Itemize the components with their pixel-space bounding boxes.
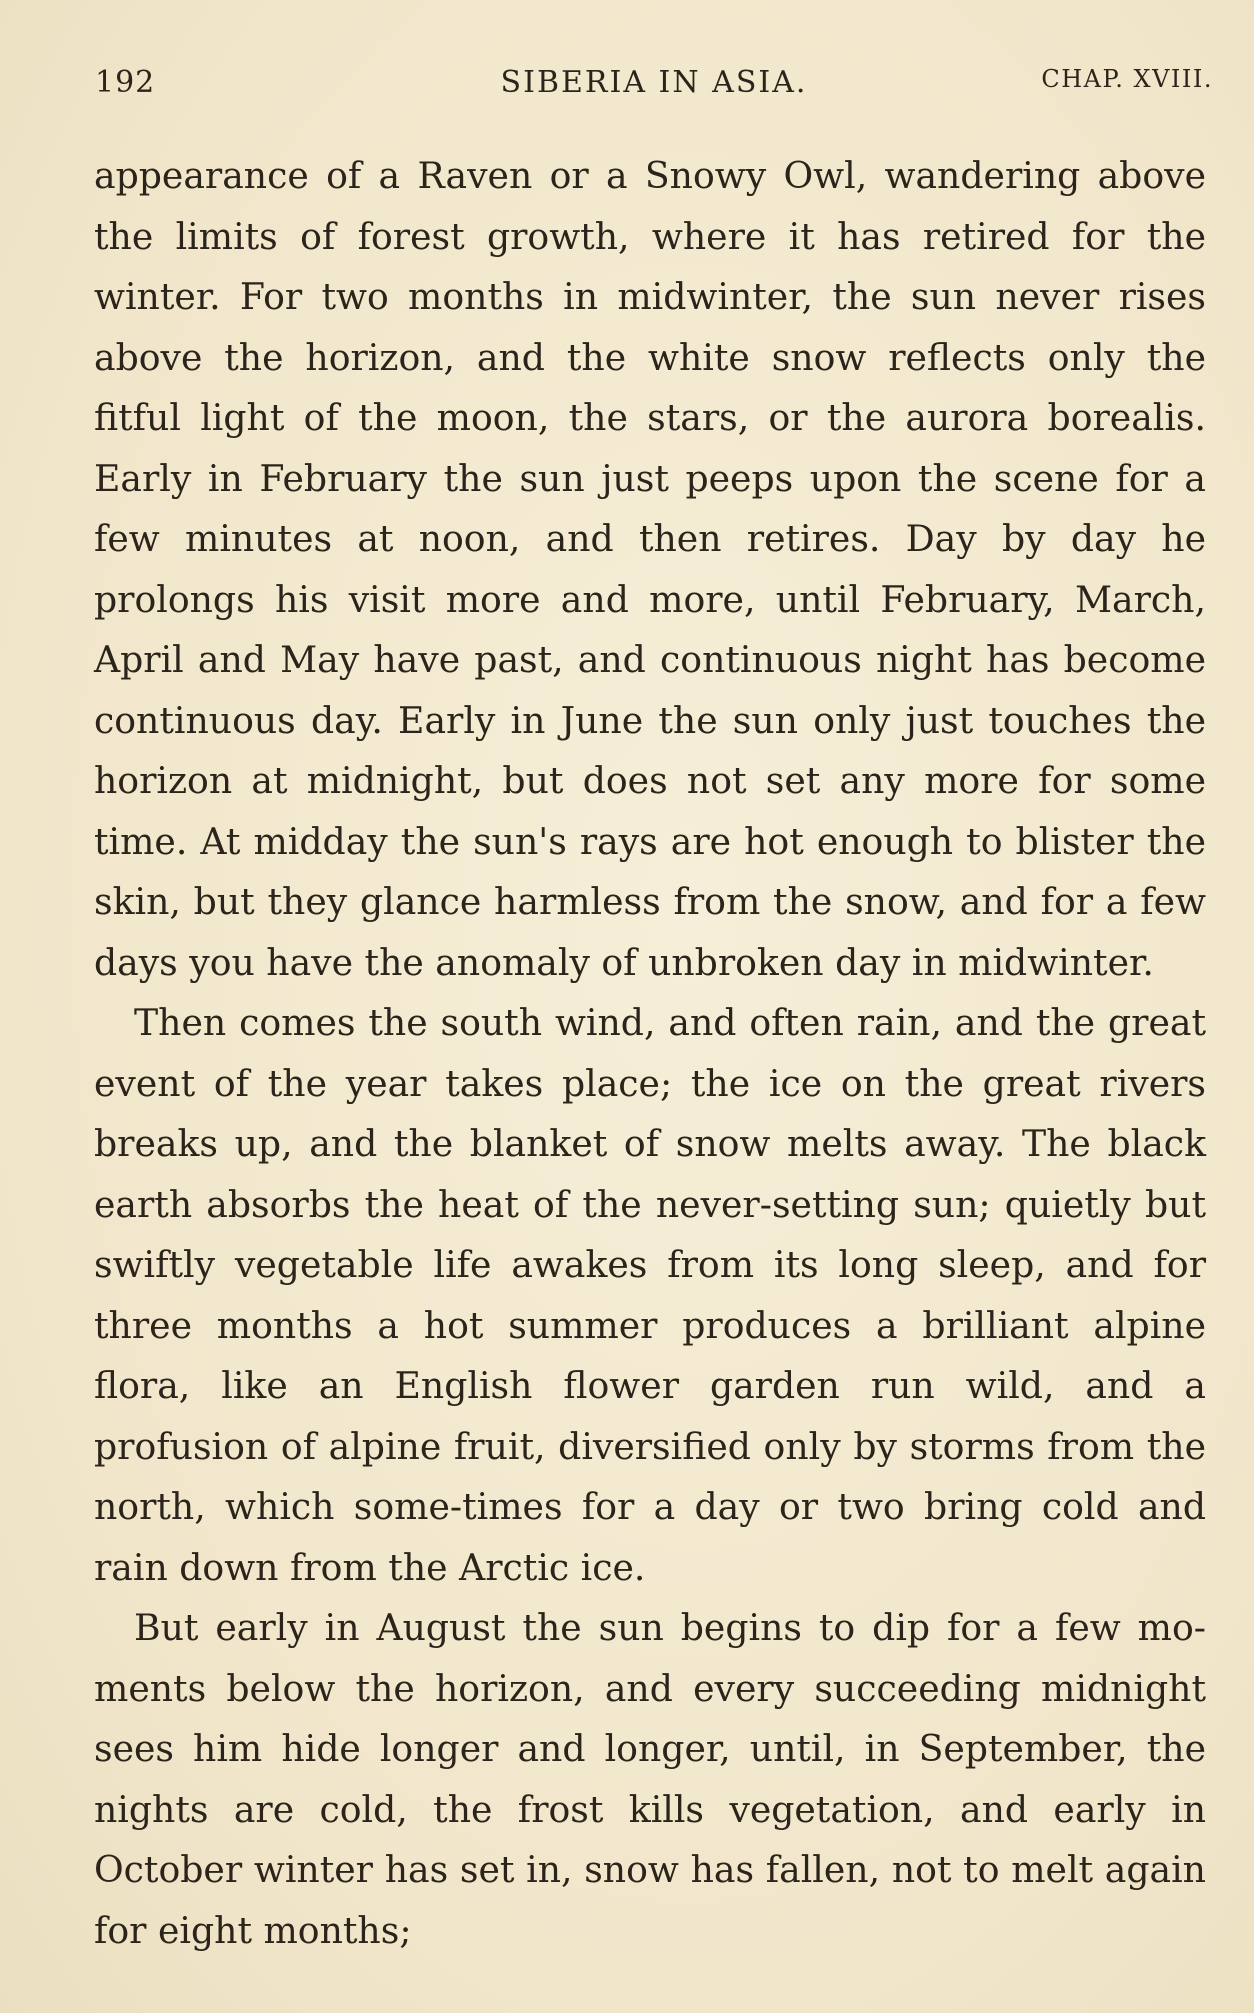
chapter-reference: CHAP. XVIII. (1041, 65, 1213, 93)
body-text (94, 146, 1206, 1961)
paragraph-2: Then comes the south wind, and often rain, and the great event of the year takes place; the ice on the great rivers breaks up, and the blanket of snow melts away. The black earth absorbs the heat of the never-setting sun; quietly but swiftly vegetable life awakes from its long sleep, and for three months a hot summer produces a brilliant alpine flora, like an English flower garden run wild, and a profusion of alpine fruit, diversified only by storms from the north, which some-times for a day or two bring cold and rain down from the Arctic ice. (94, 1001, 1206, 1589)
paragraph-3: But early in August the sun begins to dip for a few mo-ments below the horizon, and every succeeding midnight sees him hide longer and longer, until, in September, the nights are cold, the frost kills vegetation, and early in October winter has set in, snow has fallen, not to melt again for eight months; (94, 1606, 1206, 1952)
running-head: SIBERIA IN ASIA. (500, 65, 808, 100)
paragraph-1: appearance of a Raven or a Snowy Owl, wandering above the limits of forest growth, where it has retired for the winter. For two months in midwinter, the sun never rises above the horizon, and the white snow reflects only the fitful light of the moon, the stars, or the aurora borealis. Early in February the sun just peeps upon the scene for a few minutes at noon, and then retires. Day by day he prolongs his visit more and more, until February, March, April and May have past, and continuous night has become continuous day. Early in June the sun only just touches the horizon at midnight, but does not set any more for some time. At midday the sun's rays are hot enough to blister the skin, but they glance harmless from the snow, and for a few days you have the anomaly of unbroken day in midwinter. (94, 154, 1206, 984)
page-header (95, 65, 1213, 109)
page-number: 192 (95, 65, 156, 100)
